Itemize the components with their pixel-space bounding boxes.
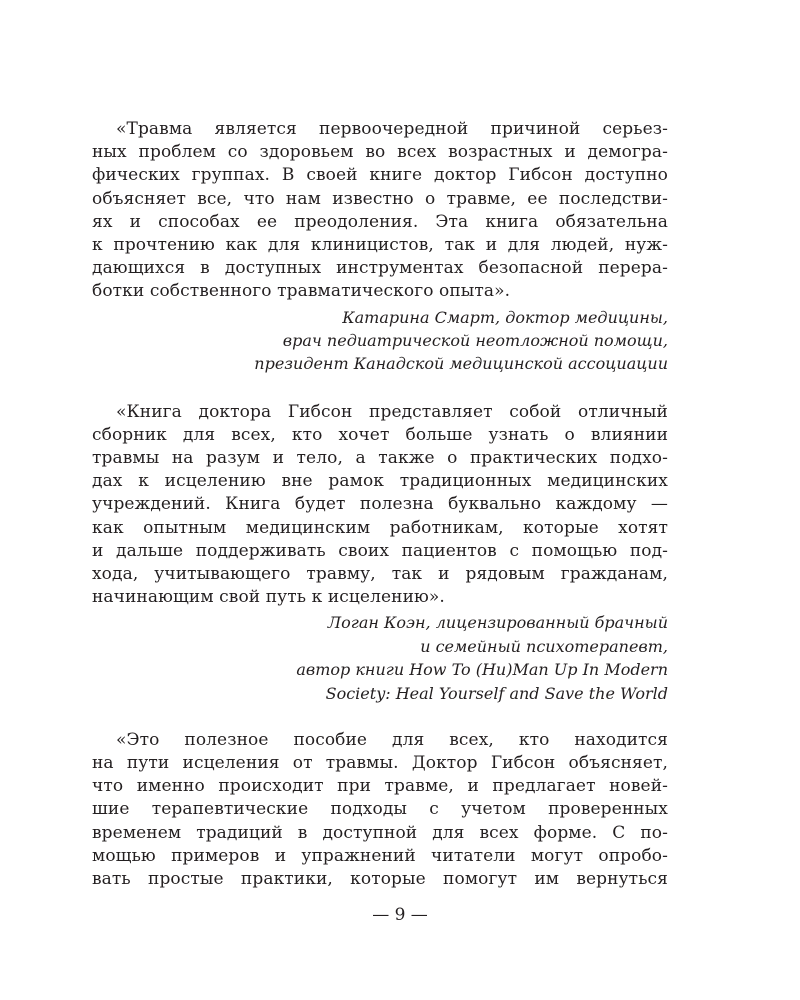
quote-line: «Книга доктора Гибсон представляет собой отличный xyxy=(116,401,668,422)
page-body xyxy=(92,118,668,891)
quote-line: шие терапевтические подходы с учетом проверенных xyxy=(92,799,668,820)
attribution-line: президент Канадской медицинской ассоциации xyxy=(254,354,668,374)
attribution-line: Логан Коэн, лицензированный брачный xyxy=(327,613,668,633)
quote-line: хода, учитывающего травму, так и рядовым гражданам, xyxy=(92,563,668,584)
quote-line: «Травма является первоочередной причиной серьез- xyxy=(116,119,668,139)
quote-line: ях и способах ее преодоления. Эта книга обязательна xyxy=(92,211,668,232)
quote-line: «Это полезное пособие для всех, кто находится xyxy=(116,729,668,750)
quote-line: начинающим свой путь к исцелению». xyxy=(92,587,445,608)
page-number: — 9 — xyxy=(372,905,428,925)
quote-line: что именно происходит при травме, и предлагает новей- xyxy=(92,776,668,797)
attribution-line: автор книги How To (Hu)Man Up In Modern xyxy=(296,660,668,680)
attribution-line: и семейный психотерапевт, xyxy=(420,636,668,656)
quote-line: дающихся в доступных инструментах безопасной перера- xyxy=(92,258,668,279)
attribution-line: Катарина Смарт, доктор медицины, xyxy=(342,307,668,327)
attribution-line: Society: Heal Yourself and Save the World xyxy=(325,683,668,703)
quote-line: травмы на разум и тело, а также о практических подхо- xyxy=(92,448,668,469)
quote-line: дах к исцелению вне рамок традиционных медицинских xyxy=(92,471,668,492)
quote-line: учреждений. Книга будет полезна буквально каждому — xyxy=(92,494,668,515)
quote-block-3 xyxy=(92,729,668,891)
quote-line: фических группах. В своей книге доктор Гибсон доступно xyxy=(92,165,668,186)
quote-line: к прочтению как для клиницистов, так и для людей, нуж- xyxy=(92,234,668,255)
quote-line: мощью примеров и упражнений читатели могут опробо- xyxy=(92,845,668,866)
quote-block-1 xyxy=(92,118,668,376)
quote-line: ботки собственного травматического опыта». xyxy=(92,281,511,302)
spacer xyxy=(92,705,668,729)
attribution-line: врач педиатрической неотложной помощи, xyxy=(282,330,668,350)
quote-line: вать простые практики, которые помогут им вернуться xyxy=(92,869,668,890)
quote-line: и дальше поддерживать своих пациентов с помощью под- xyxy=(92,540,668,561)
quote-line: объясняет все, что нам известно о травме, ее последстви- xyxy=(92,188,668,209)
quote-line: как опытным медицинским работникам, которые хотят xyxy=(92,517,668,538)
quote-block-2 xyxy=(92,401,668,705)
quote-line: ных проблем со здоровьем во всех возрастных и демогра- xyxy=(92,142,668,163)
attribution xyxy=(92,611,668,705)
quote-line: на пути исцеления от травмы. Доктор Гибсон объясняет, xyxy=(92,753,668,774)
spacer xyxy=(92,376,668,401)
attribution xyxy=(92,306,668,376)
quote-line: сборник для всех, кто хочет больше узнать о влиянии xyxy=(92,424,668,445)
quote-line: временем традиций в доступной для всех форме. С по- xyxy=(92,822,668,843)
